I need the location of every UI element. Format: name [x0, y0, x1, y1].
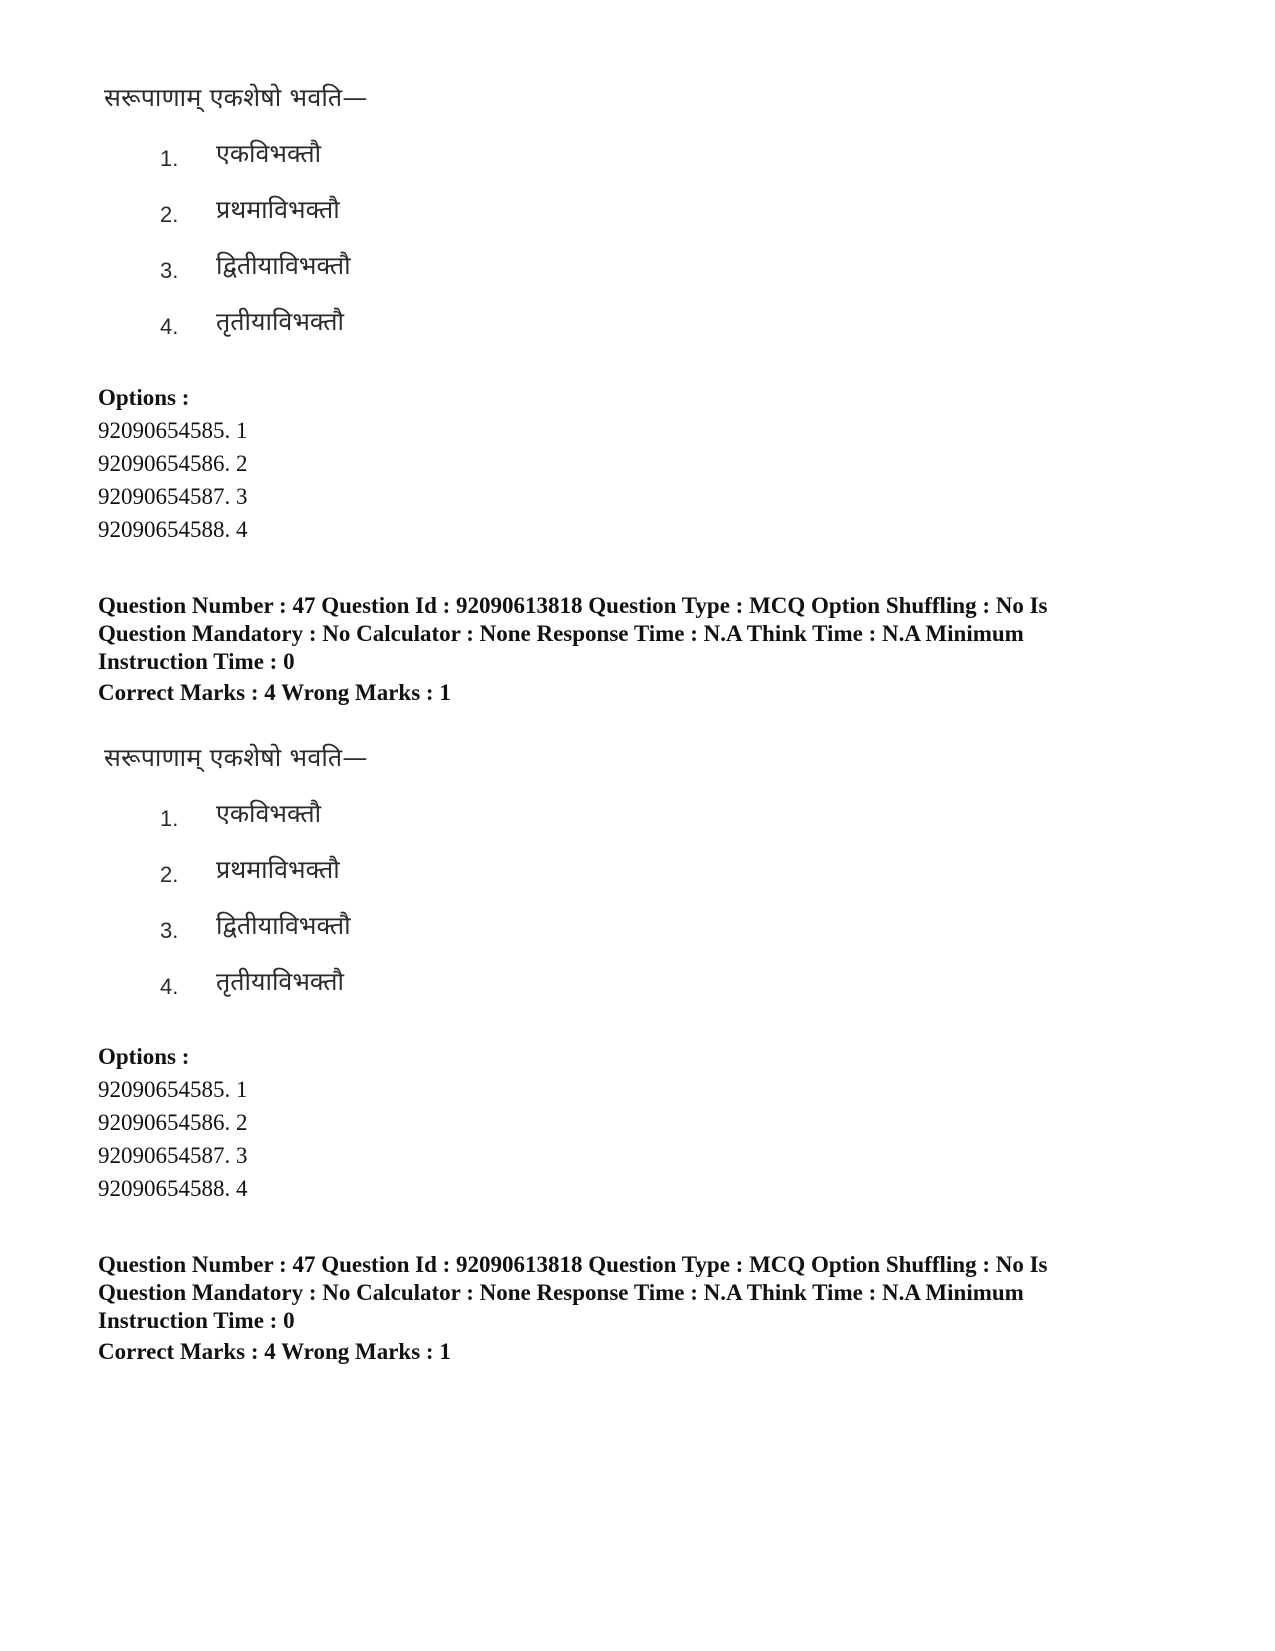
metadata-line: Question Mandatory : No Calculator : None Response Time : N.A Think Time : N.A Minimum: [98, 1280, 1024, 1305]
option-line: 92090654588. 4: [98, 1176, 248, 1201]
choice-text: एकविभक्तौ: [216, 799, 322, 828]
metadata-line: Question Mandatory : No Calculator : None Response Time : N.A Think Time : N.A Minimum: [98, 621, 1024, 646]
choice-text: तृतीयाविभक्तौ: [216, 967, 345, 996]
options-title: Options :: [98, 1044, 190, 1069]
choice-text: प्रथमाविभक्तौ: [216, 855, 340, 884]
question-stem: सरूपाणाम् एकशेषो भवति—: [104, 743, 368, 772]
choice-number: 4.: [160, 974, 179, 999]
choice-number: 2.: [160, 862, 179, 887]
choice-number: 3.: [160, 258, 179, 283]
metadata-line: Instruction Time : 0: [98, 1308, 295, 1333]
choice-number: 1.: [160, 806, 179, 831]
options-title: Options :: [98, 385, 190, 410]
marks-line: Correct Marks : 4 Wrong Marks : 1: [98, 680, 451, 705]
metadata-line: Question Number : 47 Question Id : 92090613818 Question Type : MCQ Option Shuffling : No Is: [98, 1252, 1048, 1277]
choice-text: द्वितीयाविभक्तौ: [216, 911, 351, 940]
option-line: 92090654586. 2: [98, 451, 248, 476]
option-line: 92090654587. 3: [98, 484, 248, 509]
choice-number: 2.: [160, 202, 179, 227]
option-line: 92090654588. 4: [98, 517, 248, 542]
option-line: 92090654586. 2: [98, 1110, 248, 1135]
option-line: 92090654587. 3: [98, 1143, 248, 1168]
choice-number: 4.: [160, 314, 179, 339]
option-line: 92090654585. 1: [98, 418, 248, 443]
choice-number: 3.: [160, 918, 179, 943]
choice-text: तृतीयाविभक्तौ: [216, 307, 345, 336]
question-stem: सरूपाणाम् एकशेषो भवति—: [104, 83, 368, 112]
question-metadata: [98, 592, 1178, 676]
choice-text: एकविभक्तौ: [216, 139, 322, 168]
choice-text: प्रथमाविभक्तौ: [216, 195, 340, 224]
metadata-line: Instruction Time : 0: [98, 649, 295, 674]
metadata-line: Question Number : 47 Question Id : 92090613818 Question Type : MCQ Option Shuffling : No Is: [98, 593, 1048, 618]
option-line: 92090654585. 1: [98, 1077, 248, 1102]
choice-text: द्वितीयाविभक्तौ: [216, 251, 351, 280]
question-metadata: [98, 1251, 1178, 1335]
choice-number: 1.: [160, 146, 179, 171]
marks-line: Correct Marks : 4 Wrong Marks : 1: [98, 1339, 451, 1364]
